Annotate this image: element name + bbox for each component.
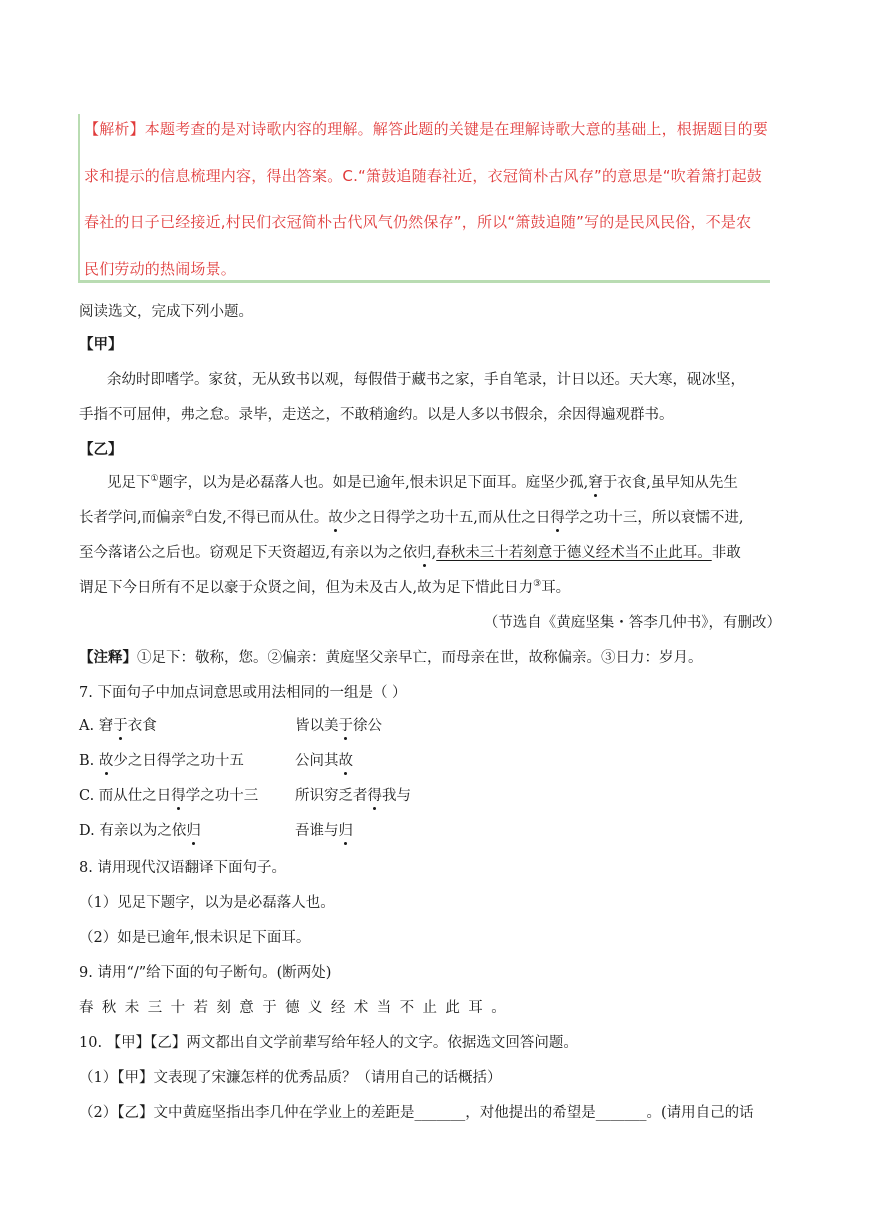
jia-paragraph-line-2: 手指不可屈伸，弗之怠。录毕，走送之，不敢稍逾约。以是人多以书假余，余因得遍观群书。 xyxy=(79,407,674,423)
yi-label: 【乙】 xyxy=(79,441,123,458)
q7-option-a: A. 窘于衣食 xyxy=(79,718,157,734)
jia-paragraph-line-1: 余幼时即嗜学。家贫，无从致书以观，每假借于藏书之家，手自笔录，计日以还。天大寒，砚冰坚， xyxy=(107,372,745,388)
question-7-stem: 7. 下面句子中加点词意思或用法相同的一组是（ ） xyxy=(79,685,407,701)
analysis-line-4: 民们劳动的热闹场景。 xyxy=(84,260,237,278)
analysis-box xyxy=(78,114,770,283)
q7-option-b-compare: 公问其故 xyxy=(295,753,353,769)
question-8-stem: 8. 请用现代汉语翻译下面句子。 xyxy=(79,860,286,876)
q10-sub-2: （2）【乙】文中黄庭坚指出李几仲在学业上的差距是_______，对他提出的希望是_______。(请用自己的话 xyxy=(79,1105,754,1121)
yi-line-1: 见足下①题字，以为是必磊落人也。如是已逾年,恨未识足下面耳。庭坚少孤,窘于衣食,虽早知从先生 xyxy=(107,474,738,491)
jia-label: 【甲】 xyxy=(79,336,123,353)
reading-intro: 阅读选文，完成下列小题。 xyxy=(79,304,253,320)
note-marker-2: ② xyxy=(185,509,194,520)
yi-line-4: 谓足下今日所有不足以豪于众贤之间，但为未及古人,故为足下惜此日力③耳。 xyxy=(79,579,571,596)
q7-option-c-compare: 所识穷乏者得我与 xyxy=(295,788,411,804)
q7-option-d: D. 有亲以为之依归 xyxy=(79,823,201,839)
question-10-stem: 10. 【甲】【乙】两文都出自文学前辈写给年轻人的文字。依据选文回答问题。 xyxy=(79,1035,578,1051)
q10-sub-1: （1）【甲】文表现了宋濂怎样的优秀品质？（请用自己的话概括） xyxy=(79,1070,502,1086)
q7-option-d-compare: 吾谁与归 xyxy=(295,823,353,839)
yi-line-3: 至今落诸公之后也。窃观足下天资超迈,有亲以为之依归,春秋未三十若刻意于德义经术当不止此耳。非敢 xyxy=(79,545,741,561)
annotation: 【注释】①足下：敬称，您。②偏亲：黄庭坚父亲早亡，而母亲在世，故称偏亲。③日力：岁月。 xyxy=(79,649,703,666)
q8-sentence-1: （1）见足下题字，以为是必磊落人也。 xyxy=(79,895,335,911)
q7-option-b: B. 故少之日得学之功十五 xyxy=(79,753,244,769)
q8-sentence-2: （2）如是已逾年,恨未识足下面耳。 xyxy=(79,930,311,946)
analysis-line-1: 【解析】本题考查的是对诗歌内容的理解。解答此题的关键是在理解诗歌大意的基础上，根据题目的要 xyxy=(84,120,769,138)
q7-option-a-compare: 皆以美于徐公 xyxy=(295,718,382,734)
dotted-word: 得 xyxy=(550,510,565,526)
dotted-word: 窘 xyxy=(588,475,603,491)
annotation-label: 【注释】 xyxy=(79,649,137,666)
note-marker-1: ① xyxy=(150,474,159,485)
underlined-sentence: 春秋未三十若刻意于德义经术当不止此耳。 xyxy=(436,545,712,561)
yi-line-2: 长者学问,而偏亲②白发,不得已而从仕。故少之日得学之功十五,而从仕之日得学之功十三，所以衰懦不进, xyxy=(79,509,744,526)
analysis-line-2: 求和提示的信息梳理内容，得出答案。C.“箫鼓追随春社近，衣冠简朴古风存”的意思是“吹着箫打起鼓 xyxy=(84,167,762,185)
source-citation: （节选自《黄庭坚集・答李几仲书》，有删改） xyxy=(483,615,781,631)
q7-option-c: C. 而从仕之日得学之功十三 xyxy=(79,788,259,804)
dotted-word: 故 xyxy=(328,510,343,526)
question-9-stem: 9. 请用“/”给下面的句子断句。(断两处) xyxy=(79,965,332,981)
note-marker-3: ③ xyxy=(533,579,542,590)
dotted-word: 归 xyxy=(417,545,432,561)
q9-sentence: 春秋未三十若刻意于德义经术当不止此耳。 xyxy=(79,1000,515,1016)
analysis-line-3: 春社的日子已经接近,村民们衣冠简朴古代风气仍然保存”，所以“箫鼓追随”写的是民风民俗，不是农 xyxy=(84,213,752,231)
